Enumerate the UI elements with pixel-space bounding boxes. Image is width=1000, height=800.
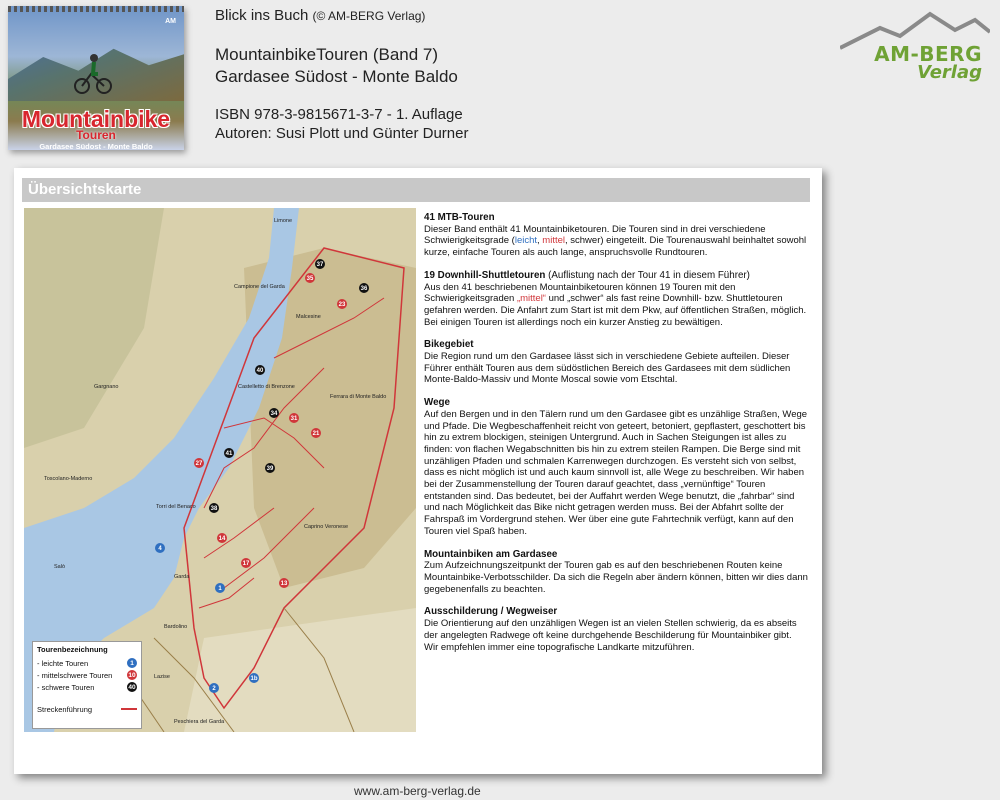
route-line-swatch: [121, 708, 137, 710]
svg-text:Peschiera del Garda: Peschiera del Garda: [174, 719, 225, 725]
block-heading: 19 Downhill-Shuttletouren (Auflistung nach der Tour 41 in diesem Führer): [424, 269, 750, 281]
svg-text:14: 14: [218, 536, 226, 542]
svg-text:39: 39: [266, 466, 274, 472]
biker-icon: [74, 52, 112, 96]
block-body: Die Orientierung auf den unzähligen Wegen ist an vielen Stellen schwierig, da es abseits der angelegten Radwege oft keine durchgehende Beschilderung für Mountainbiker gibt. Wir empfehlen immer eine topografische Landkarte mitzuführen.: [424, 618, 797, 653]
svg-text:17: 17: [242, 561, 250, 567]
legend-medium-marker: 10: [128, 671, 136, 679]
block-heading: Bikegebiet: [424, 339, 474, 351]
preview-page: [14, 168, 822, 774]
svg-text:4: 4: [158, 546, 162, 552]
svg-text:Garda: Garda: [174, 574, 190, 580]
preview-label: Blick ins Buch: [215, 7, 309, 24]
svg-text:37: 37: [316, 262, 324, 268]
legend-label: - leichte Touren: [37, 658, 89, 668]
svg-text:40: 40: [256, 368, 264, 374]
difficulty-medium: „mittel“: [516, 293, 546, 305]
svg-text:31: 31: [290, 416, 298, 422]
legend-easy-marker: 1: [127, 658, 137, 668]
cover-subtitle: Touren: [76, 128, 116, 142]
svg-text:Castelletto di Brenzone: Castelletto di Brenzone: [238, 384, 295, 390]
book-cover: [8, 6, 184, 150]
isbn-line: ISBN 978-3-9815671-3-7 - 1. Auflage: [215, 106, 463, 123]
description-text: [424, 212, 808, 664]
svg-text:2: 2: [212, 686, 216, 692]
svg-text:1: 1: [218, 586, 222, 592]
svg-text:Campione del Garda: Campione del Garda: [234, 284, 285, 290]
svg-text:Caprino Veronese: Caprino Veronese: [304, 524, 349, 530]
legend-row-medium: [37, 669, 137, 681]
block-heading: Wege: [424, 397, 450, 409]
map-legend: [32, 641, 142, 729]
publisher-logo[interactable]: [840, 10, 990, 82]
block-heading: Ausschilderung / Wegweiser: [424, 606, 558, 618]
block-body: Zum Aufzeichnungszeitpunkt der Touren gab es auf den beschriebenen Routen keine Mountainbike-Verbotsschilder. Da sich die Regeln aber ändern können, bitten wir dies dann gegebenenfalls zu beachten.: [424, 560, 808, 595]
legend-title: Tourenbezeichnung: [37, 645, 108, 654]
block-body: Die Region rund um den Gardasee lässt sich in verschiedene Gebiete aufteilen. Dieser Führer enthält Touren aus dem südöstlichen Bereich des Gardasees mit dem südlichen Monte-Baldo-Massiv und Monte Moscal sowie vom Etschtal.: [424, 351, 791, 386]
overview-map[interactable]: [24, 208, 416, 732]
book-info: [215, 6, 468, 143]
website-link[interactable]: www.am-berg-verlag.de: [354, 784, 481, 798]
svg-text:Ferrara di Monte Baldo: Ferrara di Monte Baldo: [330, 394, 387, 400]
svg-text:Torri del Benaco: Torri del Benaco: [156, 504, 196, 510]
svg-text:38: 38: [210, 506, 218, 512]
preview-heading: [215, 6, 468, 26]
svg-text:41: 41: [225, 451, 233, 457]
svg-text:Toscolano-Maderno: Toscolano-Maderno: [44, 476, 93, 482]
block-body: Auf den Bergen und in den Tälern rund um den Gardasee gibt es unzählige Straßen, Wege und Pfade. Die Wegbeschaffenheit reicht von geteert, betoniert, gepflastert, geschottert bis hin zu extrem blockigen, steinigen Untergrund. Auch in Sachen Steigungen ist alles zu finden: von flachen Wegabschnitten bis hin zu extrem steilen Rampen. Die Berge sind mit unzähligen Pfaden und schmalen Karrenwegen durchzogen. Es versteht sich von selbst, dass es nicht möglich ist und auch kaum sinnvoll ist, alle Wege zu beschreiben. Wir haben bei der Zusammenstellung der Touren darauf geachtet, dass „vernünftige“ Touren entstanden sind. Das bedeutet, bei der Auffahrt werden Wege benutzt, die „fahrbar“ sind und nach Möglichkeit das Bike nicht getragen werden muss. Bei der Abfahrt sollte der Fahrspaß im Vordergrund stehen. Wer über eine gute Fahrtechnik verfügt, kann auf den Touren viel Spaß haben.: [424, 408, 808, 537]
logo-text-top: AM-BERG: [874, 42, 982, 66]
difficulty-easy: leicht: [514, 235, 538, 247]
legend-row-route: [37, 703, 137, 715]
legend-label: - mittelschwere Touren: [37, 670, 113, 680]
svg-text:13: 13: [280, 581, 288, 587]
svg-text:35: 35: [306, 276, 314, 282]
svg-text:Salò: Salò: [54, 564, 66, 570]
svg-text:36: 36: [360, 286, 368, 292]
difficulty-medium: mittel: [542, 235, 565, 247]
copyright-note: (© AM-BERG Verlag): [312, 9, 426, 23]
logo-text-bottom: Verlag: [917, 62, 982, 83]
region-title: Gardasee Südost - Monte Baldo: [215, 67, 458, 86]
svg-text:Gargnano: Gargnano: [94, 384, 119, 390]
legend-label: Streckenführung: [37, 704, 93, 714]
spiral-binding: [8, 6, 184, 12]
block-heading: 41 MTB-Touren: [424, 212, 495, 223]
legend-label: - schwere Touren: [37, 682, 95, 692]
svg-text:1b: 1b: [250, 676, 258, 682]
block-heading: Mountainbiken am Gardasee: [424, 548, 558, 560]
section-title: Übersichtskarte: [22, 178, 810, 202]
block-body: Dieser Band enthält 41 Mountainbiketouren. Die Touren sind in drei verschiedene Schwierigkeitsgrade (leicht, mittel, schwer) eingeteilt. Die Tourenauswahl beinhaltet sowohl kurze, einfache Touren als auch lange, anspruchsvolle Rundtouren.: [424, 223, 807, 259]
svg-text:Limone: Limone: [274, 218, 293, 224]
svg-text:21: 21: [312, 431, 320, 437]
legend-hard-marker: 40: [128, 683, 136, 691]
svg-text:Bardolino: Bardolino: [164, 624, 188, 630]
authors-line: Autoren: Susi Plott und Günter Durner: [215, 125, 469, 142]
block-body: Aus den 41 beschriebenen Mountainbiketouren können 19 Touren mit den Schwierigkeitsgraden „mittel“ und „schwer“ als fast reine Downhill- bzw. Shuttletouren gefahren werden. Die Anfahrt zum Start ist mit dem Pkw, auf öffentlichen Straßen, möglich. Bei einigen Touren ist allerdings noch ein kurzer Anstieg zu bewältigen.: [424, 281, 807, 328]
legend-row-hard: [37, 681, 137, 693]
cover-publisher-badge: AM: [165, 18, 176, 25]
svg-text:Lazise: Lazise: [154, 674, 170, 680]
cover-title: Mountainbike: [21, 106, 171, 132]
cover-region: Gardasee Südost - Monte Baldo: [39, 142, 153, 150]
legend-row-easy: [37, 657, 137, 669]
svg-text:Malcesine: Malcesine: [296, 314, 321, 320]
svg-text:23: 23: [338, 302, 346, 308]
svg-text:27: 27: [195, 461, 203, 467]
series-title: MountainbikeTouren (Band 7): [215, 45, 439, 64]
svg-text:34: 34: [270, 411, 278, 417]
